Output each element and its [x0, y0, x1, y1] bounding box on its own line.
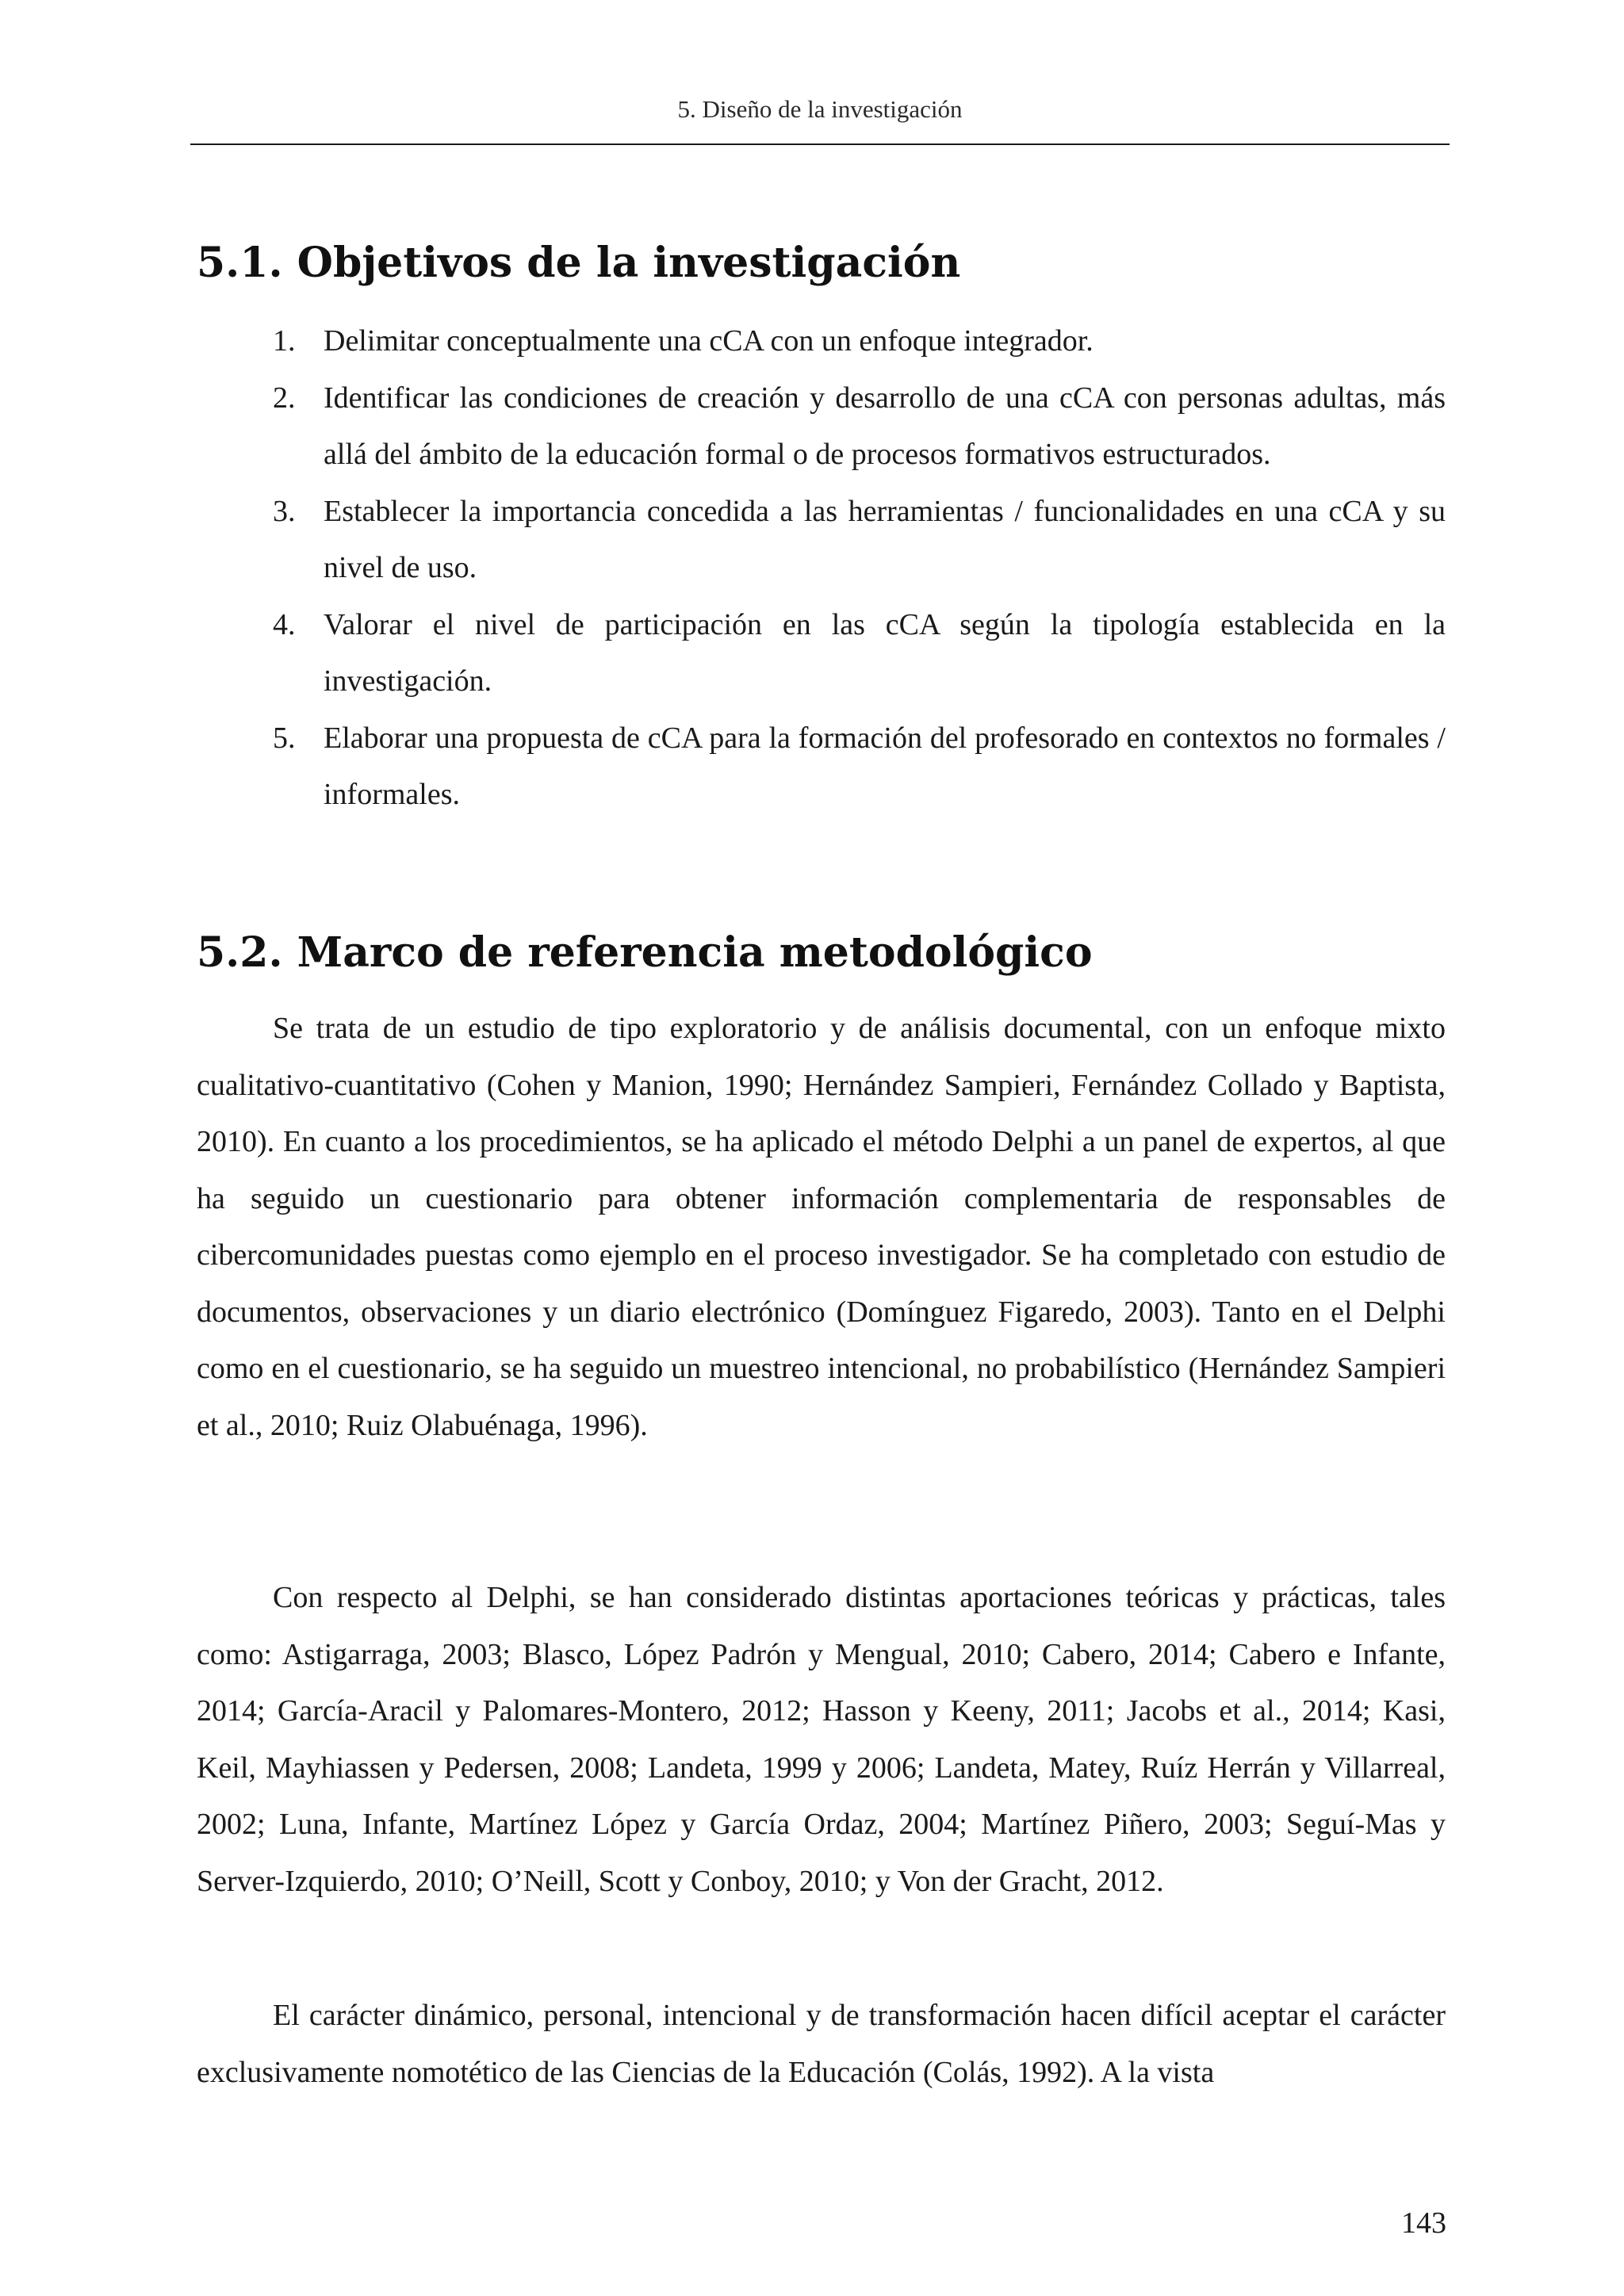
list-item-number: 3. — [273, 494, 296, 528]
section-heading-objectives: 5.1. Objetivos de la investigación — [197, 239, 961, 287]
list-item — [197, 370, 1446, 484]
page-number: 143 — [1401, 2206, 1446, 2240]
list-item-number: 5. — [273, 721, 296, 755]
list-item-text: Valorar el nivel de participación en las cCA según la tipología establecida en la investigación. — [324, 607, 1446, 698]
body-paragraph: Con respecto al Delphi, se han considerado distintas aportaciones teóricas y prácticas, tales como: Astigarraga, 2003; Blasco, López Padrón y Mengual, 2010; Cabero, 2014; Cabero e Infante, 2014; García-Aracil y Palomares-Montero, 2012; Hasson y Keeny, 2011; Jacobs et al., 2014; Kasi, Keil, Mayhiassen y Pedersen, 2008; Landeta, 1999 y 2006; Landeta, Matey, Ruíz Herrán y Villarreal, 2002; Luna, Infante, Martínez López y García Ordaz, 2004; Martínez Piñero, 2003; Seguí-Mas y Server-Izquierdo, 2010; O’Neill, Scott y Conboy, 2010; y Von der Gracht, 2012. — [197, 1581, 1446, 1898]
section-heading-methodology: 5.2. Marco de referencia metodológico — [197, 928, 1093, 977]
body-paragraph: El carácter dinámico, personal, intencional y de transformación hacen difícil aceptar el carácter exclusivamente nomotético de las Ciencias de la Educación (Colás, 1992). A la vista — [197, 1999, 1446, 2089]
list-item-text: Identificar las condiciones de creación y desarrollo de una cCA con personas adultas, más allá del ámbito de la educación formal o de procesos formativos estructurados. — [324, 381, 1446, 471]
running-header: 5. Diseño de la investigación — [677, 95, 963, 123]
list-item-number: 1. — [273, 324, 296, 358]
list-item-text: Elaborar una propuesta de cCA para la formación del profesorado en contextos no formales / informales. — [324, 721, 1446, 811]
list-item-number: 2. — [273, 381, 296, 415]
objectives-list — [197, 313, 1446, 824]
list-item-text: Delimitar conceptualmente una cCA con un enfoque integrador. — [324, 324, 1094, 358]
list-item-text: Establecer la importancia concedida a las herramientas / funcionalidades en una cCA y su nivel de uso. — [324, 494, 1446, 584]
list-item — [197, 710, 1446, 824]
body-paragraph: Se trata de un estudio de tipo exploratorio y de análisis documental, con un enfoque mixto cualitativo-cuantitativo (Cohen y Manion, 1990; Hernández Sampieri, Fernández Collado y Baptista, 2010). En cuanto a los procedimientos, se ha aplicado el método Delphi a un panel de expertos, al que ha seguido un cuestionario para obtener información complementaria de responsables de cibercomunidades puestas como ejemplo en el proceso investigador. Se ha completado con estudio de documentos, observaciones y un diario electrónico (Domínguez Figaredo, 2003). Tanto en el Delphi como en el cuestionario, se ha seguido un muestreo intencional, no probabilístico (Hernández Sampieri et al., 2010; Ruiz Olabuénaga, 1996). — [197, 1012, 1446, 1442]
list-item — [197, 597, 1446, 710]
list-item — [197, 484, 1446, 597]
list-item — [197, 313, 1446, 370]
header-rule — [190, 144, 1450, 145]
list-item-number: 4. — [273, 607, 296, 641]
